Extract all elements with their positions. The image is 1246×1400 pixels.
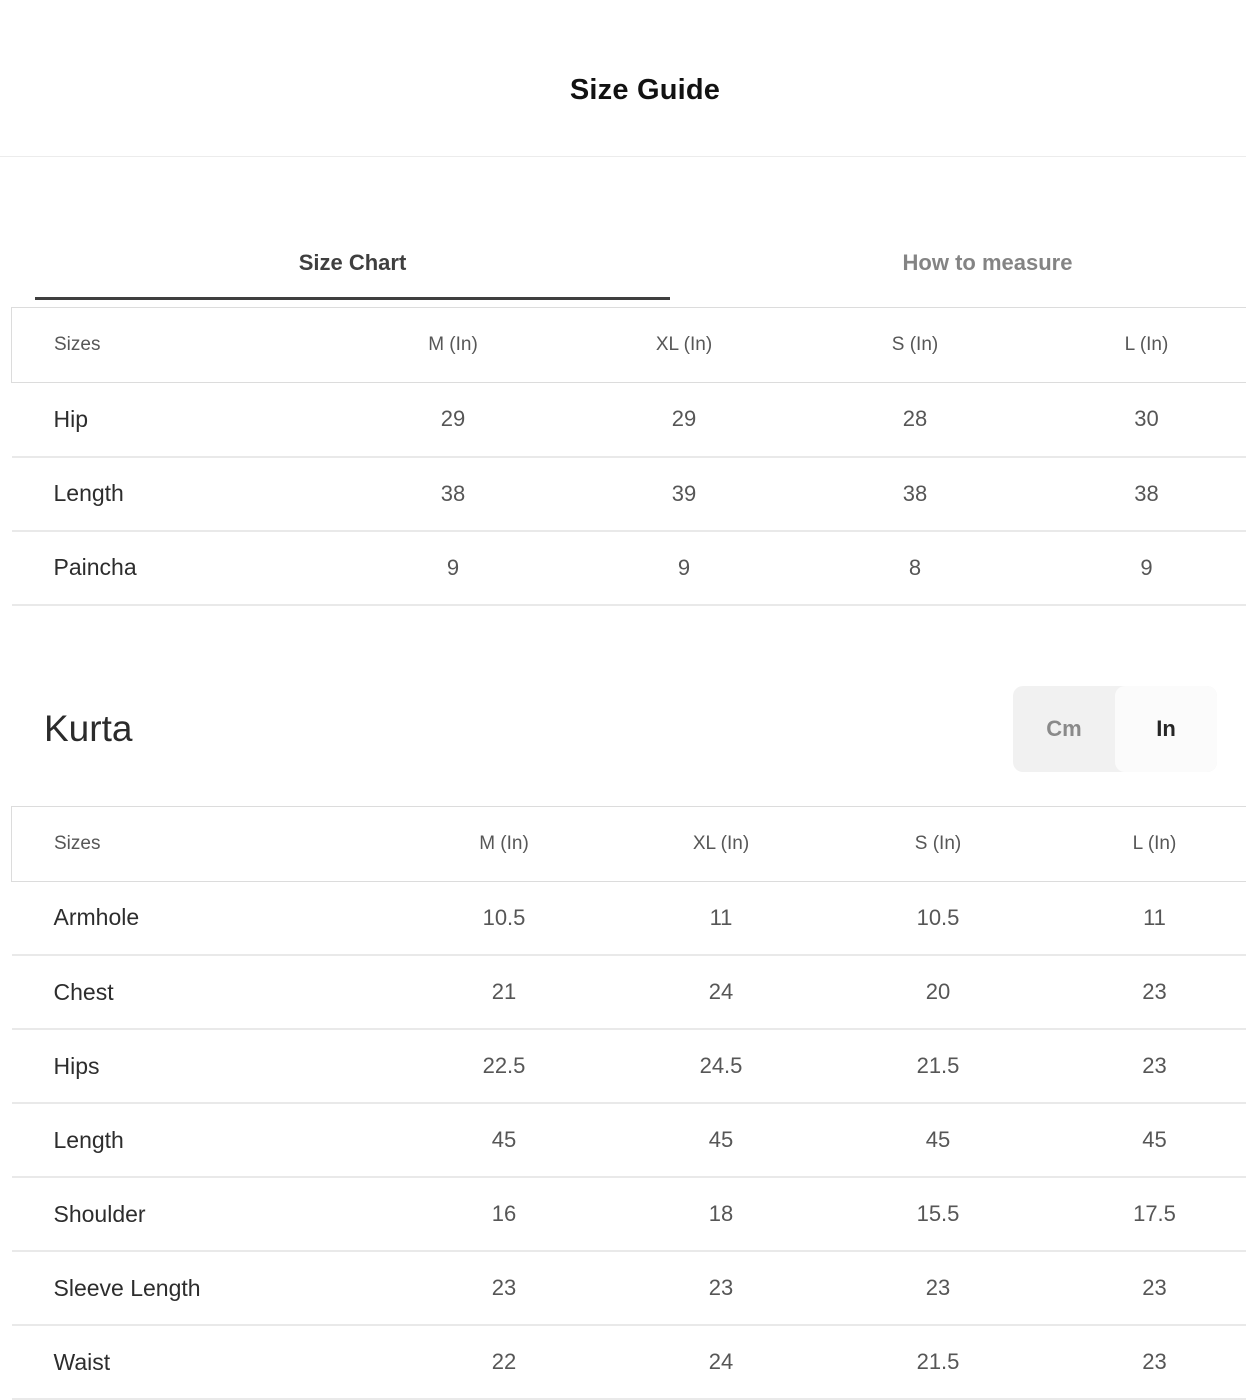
cell-value: 21.5 bbox=[830, 1325, 1047, 1399]
cell-value: 23 bbox=[830, 1251, 1047, 1325]
cell-value: 11 bbox=[613, 881, 830, 955]
cell-value: 45 bbox=[830, 1103, 1047, 1177]
cell-value: 24 bbox=[613, 1325, 830, 1399]
row-label: Length bbox=[12, 1103, 396, 1177]
cell-value: 10.5 bbox=[830, 881, 1047, 955]
cell-value: 9 bbox=[1031, 531, 1246, 605]
row-label: Paincha bbox=[12, 531, 338, 605]
column-header-sizes: Sizes bbox=[12, 308, 338, 383]
cell-value: 23 bbox=[396, 1251, 613, 1325]
row-label: Hips bbox=[12, 1029, 396, 1103]
cell-value: 15.5 bbox=[830, 1177, 1047, 1251]
column-header-xl: XL (In) bbox=[569, 308, 800, 383]
cell-value: 17.5 bbox=[1047, 1177, 1246, 1251]
cell-value: 23 bbox=[613, 1251, 830, 1325]
column-header-l: L (In) bbox=[1047, 806, 1246, 881]
row-label: Chest bbox=[12, 955, 396, 1029]
table-row bbox=[12, 1251, 1246, 1325]
cell-value: 29 bbox=[338, 383, 569, 457]
size-chart-table bbox=[11, 307, 1246, 606]
row-label: Length bbox=[12, 457, 338, 531]
table-row bbox=[12, 1029, 1246, 1103]
section-title-kurta: Kurta bbox=[44, 710, 132, 747]
unit-toggle bbox=[1013, 686, 1217, 772]
cell-value: 38 bbox=[800, 457, 1031, 531]
tab-bar bbox=[35, 229, 1246, 300]
row-label: Shoulder bbox=[12, 1177, 396, 1251]
page-title: Size Guide bbox=[0, 0, 1246, 108]
cell-value: 16 bbox=[396, 1177, 613, 1251]
column-header-s: S (In) bbox=[800, 308, 1031, 383]
cell-value: 9 bbox=[338, 531, 569, 605]
row-label: Hip bbox=[12, 383, 338, 457]
cell-value: 23 bbox=[1047, 955, 1246, 1029]
cell-value: 45 bbox=[396, 1103, 613, 1177]
table-row bbox=[12, 955, 1246, 1029]
kurta-section-header bbox=[0, 686, 1246, 772]
cell-value: 45 bbox=[1047, 1103, 1246, 1177]
cell-value: 21.5 bbox=[830, 1029, 1047, 1103]
table-row bbox=[12, 457, 1246, 531]
tab-size-chart[interactable]: Size Chart bbox=[35, 229, 670, 300]
column-header-xl: XL (In) bbox=[613, 806, 830, 881]
cell-value: 38 bbox=[338, 457, 569, 531]
table-row bbox=[12, 881, 1246, 955]
table-header-row bbox=[12, 308, 1246, 383]
cell-value: 29 bbox=[569, 383, 800, 457]
cell-value: 30 bbox=[1031, 383, 1246, 457]
cell-value: 23 bbox=[1047, 1325, 1246, 1399]
row-label: Armhole bbox=[12, 881, 396, 955]
cell-value: 23 bbox=[1047, 1251, 1246, 1325]
table-row bbox=[12, 1103, 1246, 1177]
column-header-sizes: Sizes bbox=[12, 806, 396, 881]
table-row bbox=[12, 383, 1246, 457]
table-header-row bbox=[12, 806, 1246, 881]
kurta-size-table bbox=[11, 806, 1246, 1400]
cell-value: 45 bbox=[613, 1103, 830, 1177]
table-row bbox=[12, 1325, 1246, 1399]
unit-option-cm[interactable]: Cm bbox=[1013, 686, 1115, 772]
column-header-m: M (In) bbox=[338, 308, 569, 383]
column-header-l: L (In) bbox=[1031, 308, 1246, 383]
column-header-m: M (In) bbox=[396, 806, 613, 881]
cell-value: 18 bbox=[613, 1177, 830, 1251]
row-label: Waist bbox=[12, 1325, 396, 1399]
cell-value: 8 bbox=[800, 531, 1031, 605]
cell-value: 10.5 bbox=[396, 881, 613, 955]
cell-value: 21 bbox=[396, 955, 613, 1029]
table-row bbox=[12, 531, 1246, 605]
cell-value: 11 bbox=[1047, 881, 1246, 955]
cell-value: 24.5 bbox=[613, 1029, 830, 1103]
column-header-s: S (In) bbox=[830, 806, 1047, 881]
table-row bbox=[12, 1177, 1246, 1251]
unit-option-in[interactable]: In bbox=[1115, 686, 1217, 772]
cell-value: 20 bbox=[830, 955, 1047, 1029]
tab-how-to-measure[interactable]: How to measure bbox=[670, 229, 1246, 300]
row-label: Sleeve Length bbox=[12, 1251, 396, 1325]
cell-value: 24 bbox=[613, 955, 830, 1029]
cell-value: 22.5 bbox=[396, 1029, 613, 1103]
cell-value: 39 bbox=[569, 457, 800, 531]
title-divider bbox=[0, 156, 1246, 157]
cell-value: 22 bbox=[396, 1325, 613, 1399]
cell-value: 23 bbox=[1047, 1029, 1246, 1103]
cell-value: 28 bbox=[800, 383, 1031, 457]
cell-value: 9 bbox=[569, 531, 800, 605]
cell-value: 38 bbox=[1031, 457, 1246, 531]
